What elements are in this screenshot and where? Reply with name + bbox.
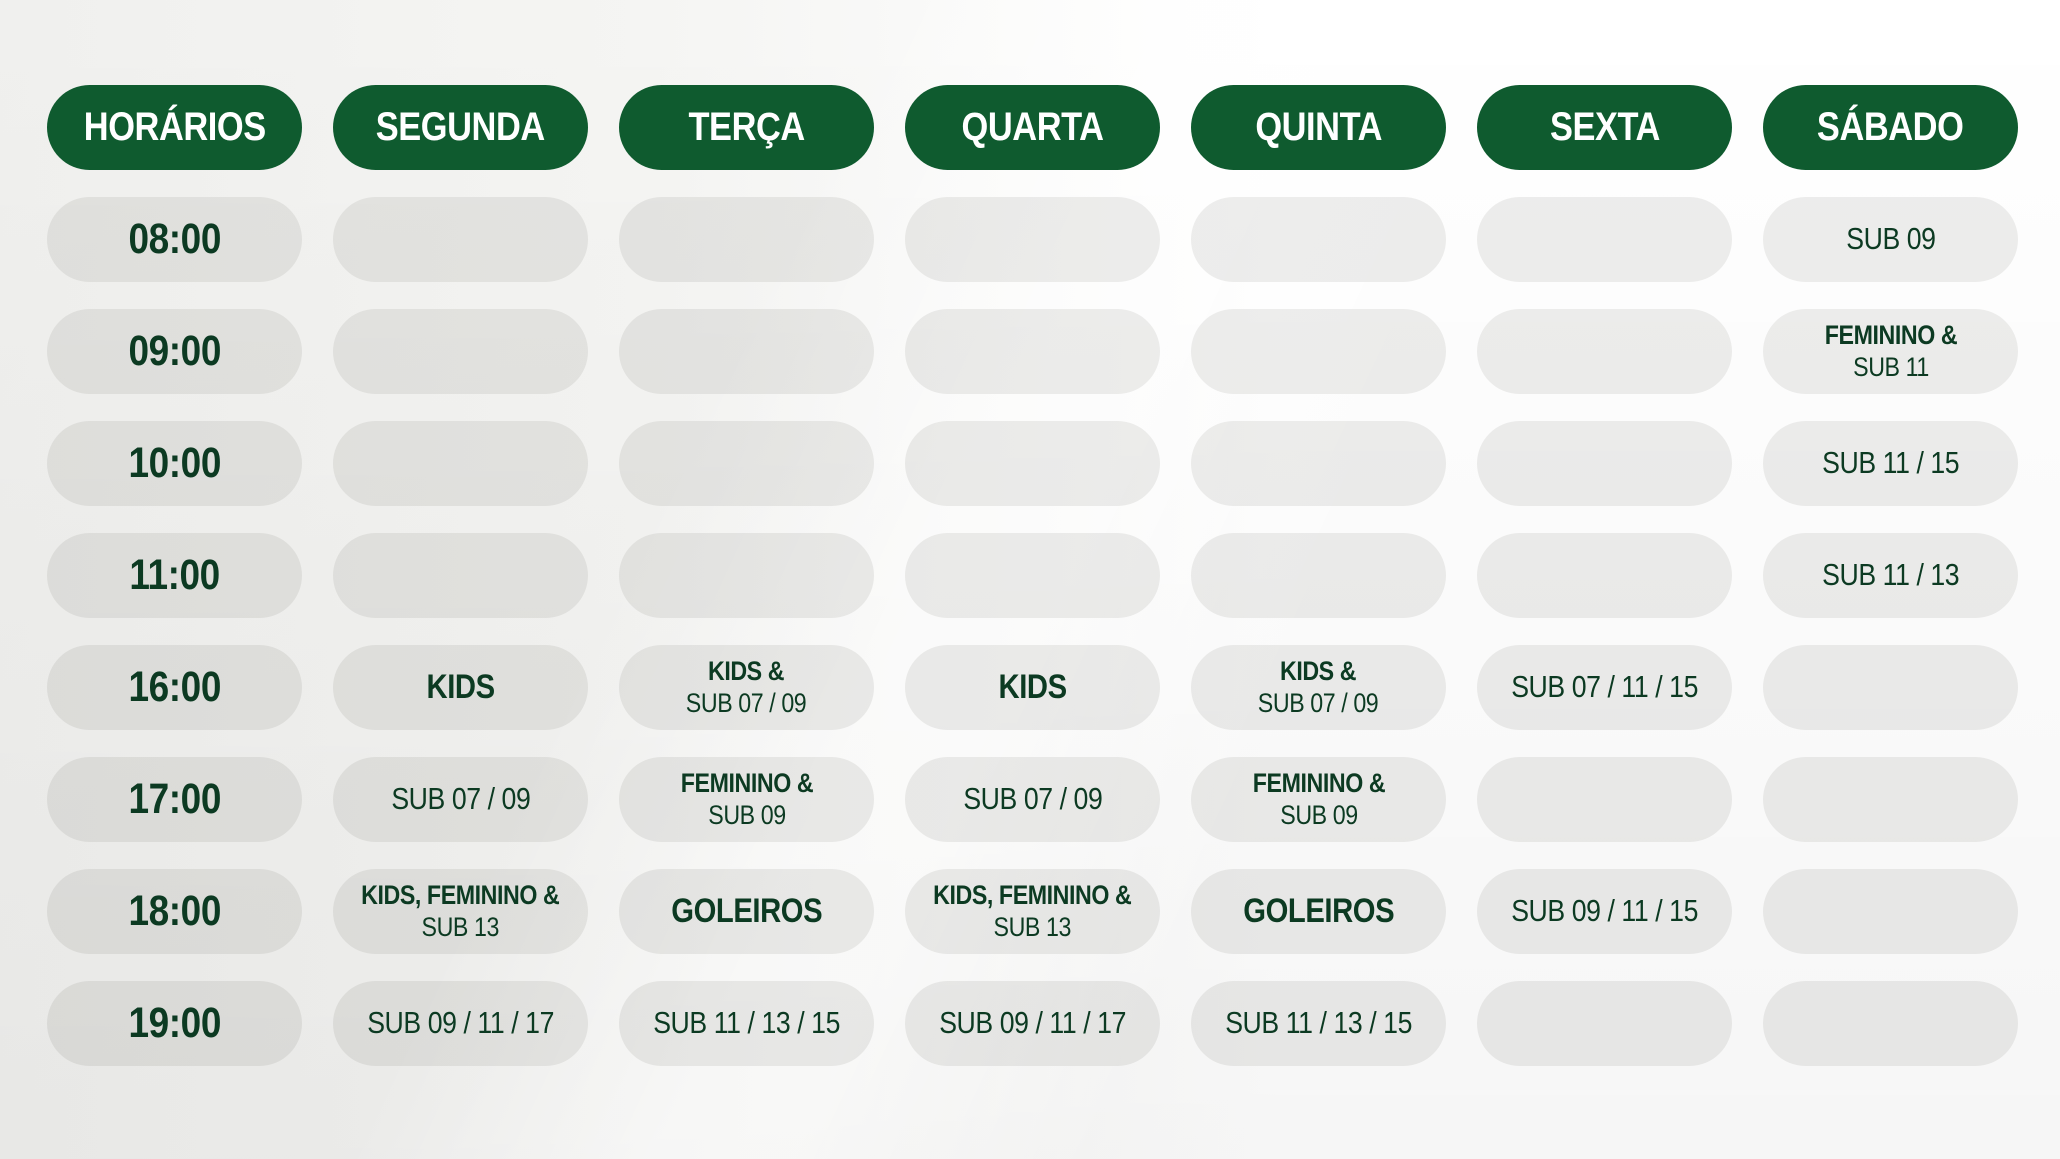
schedule-cell <box>905 421 1160 506</box>
cell-secondary-label: SUB 09 / 11 / 15 <box>1511 893 1698 929</box>
schedule-cell-text <box>367 1005 554 1041</box>
schedule-cell <box>1763 645 2018 730</box>
schedule-cell-text <box>963 781 1102 817</box>
cell-secondary-label: SUB 11 / 13 <box>1821 557 1960 593</box>
schedule-cell <box>905 309 1160 394</box>
schedule-cell <box>1763 981 2018 1066</box>
cell-secondary-label: SUB 09 <box>707 799 786 830</box>
cell-secondary-label: SUB 09 / 11 / 17 <box>367 1005 554 1041</box>
time-pill <box>47 309 302 394</box>
schedule-cell <box>619 981 874 1066</box>
time-pill <box>47 757 302 842</box>
schedule-cell <box>1477 757 1732 842</box>
time-pill <box>47 645 302 730</box>
time-label: 17:00 <box>128 775 221 823</box>
schedule-cell <box>1191 309 1446 394</box>
schedule-cell-text <box>1225 1005 1412 1041</box>
column-header-label: QUINTA <box>1255 105 1382 149</box>
time-label: 18:00 <box>128 887 221 935</box>
schedule-cell <box>1191 421 1446 506</box>
schedule-cell <box>619 421 874 506</box>
column-header-label: SEXTA <box>1549 105 1660 149</box>
schedule-cell <box>1763 869 2018 954</box>
schedule-cell <box>333 197 588 282</box>
schedule-cell-text <box>671 892 822 932</box>
schedule-cell <box>619 869 874 954</box>
schedule-cell <box>333 309 588 394</box>
schedule-cell <box>1191 869 1446 954</box>
schedule-cell <box>1477 645 1732 730</box>
schedule-cell-text <box>1511 893 1698 929</box>
cell-secondary-label: SUB 13 <box>993 911 1072 942</box>
cell-secondary-label: SUB 11 / 13 / 15 <box>653 1005 840 1041</box>
schedule-cell <box>333 757 588 842</box>
schedule-cell <box>1763 533 2018 618</box>
time-pill <box>47 421 302 506</box>
schedule-cell-text <box>1822 557 1959 593</box>
cell-secondary-label: SUB 11 / 13 / 15 <box>1225 1005 1412 1041</box>
column-header-day <box>619 85 874 170</box>
column-header-label: QUARTA <box>961 105 1104 149</box>
cell-primary-label: FEMININO & <box>1252 767 1385 798</box>
schedule-cell-text <box>998 668 1066 708</box>
schedule-cell <box>333 869 588 954</box>
schedule-cell <box>333 645 588 730</box>
time-label: 10:00 <box>128 439 221 487</box>
cell-primary-label: KIDS <box>998 667 1067 706</box>
cell-secondary-label: SUB 07 / 09 <box>1258 687 1379 718</box>
cell-secondary-label: SUB 07 / 09 <box>390 781 531 817</box>
schedule-cell <box>619 757 874 842</box>
cell-secondary-label: SUB 07 / 09 <box>686 687 807 718</box>
time-pill <box>47 869 302 954</box>
column-header-day <box>1477 85 1732 170</box>
column-header-label: SEGUNDA <box>375 105 546 149</box>
column-header-label: HORÁRIOS <box>83 105 266 149</box>
schedule-cell-text <box>686 656 806 719</box>
schedule-cell <box>619 533 874 618</box>
cell-primary-label: KIDS, FEMININO & <box>933 879 1132 910</box>
cell-secondary-label: SUB 09 <box>1279 799 1358 830</box>
time-label: 09:00 <box>128 327 221 375</box>
time-pill <box>47 197 302 282</box>
cell-secondary-label: SUB 07 / 11 / 15 <box>1511 669 1698 705</box>
schedule-cell <box>1477 421 1732 506</box>
schedule-cell-text <box>361 880 559 943</box>
column-header-day <box>1763 85 2018 170</box>
column-header-horarios <box>47 85 302 170</box>
schedule-cell <box>1763 757 2018 842</box>
schedule-cell-text <box>1258 656 1378 719</box>
time-pill <box>47 981 302 1066</box>
cell-primary-label: KIDS, FEMININO & <box>361 879 560 910</box>
time-label: 19:00 <box>128 999 221 1047</box>
schedule-cell-text <box>933 880 1131 943</box>
schedule-cell <box>905 197 1160 282</box>
schedule-cell <box>1763 197 2018 282</box>
column-header-day <box>905 85 1160 170</box>
schedule-cell <box>1477 533 1732 618</box>
cell-secondary-label: SUB 11 <box>1852 351 1929 382</box>
schedule-cell-text <box>1243 892 1394 932</box>
column-header-day <box>333 85 588 170</box>
cell-primary-label: FEMININO & <box>680 767 813 798</box>
schedule-cell <box>1191 645 1446 730</box>
schedule-cell <box>905 869 1160 954</box>
time-label: 11:00 <box>129 551 220 599</box>
cell-secondary-label: SUB 09 <box>1845 221 1936 257</box>
schedule-cell-text <box>1511 669 1698 705</box>
column-header-label: SÁBADO <box>1817 105 1964 149</box>
schedule-cell <box>333 981 588 1066</box>
schedule-cell <box>1763 309 2018 394</box>
cell-primary-label: GOLEIROS <box>1243 891 1394 930</box>
cell-secondary-label: SUB 13 <box>421 911 500 942</box>
cell-secondary-label: SUB 11 / 15 <box>1821 445 1960 481</box>
schedule-cell <box>1191 197 1446 282</box>
schedule-cell-text <box>1822 445 1959 481</box>
cell-secondary-label: SUB 07 / 09 <box>962 781 1103 817</box>
schedule-cell <box>905 757 1160 842</box>
schedule-cell <box>1477 981 1732 1066</box>
schedule-cell <box>905 645 1160 730</box>
schedule-cell-text <box>1846 221 1935 257</box>
schedule-cell <box>1191 533 1446 618</box>
column-header-day <box>1191 85 1446 170</box>
schedule-cell <box>1477 309 1732 394</box>
schedule-cell <box>619 645 874 730</box>
schedule-cell-text <box>1824 320 1956 383</box>
schedule-cell <box>619 309 874 394</box>
schedule-cell-text <box>391 781 530 817</box>
cell-primary-label: KIDS <box>426 667 495 706</box>
column-header-label: TERÇA <box>688 105 805 149</box>
schedule-cell-text <box>426 668 494 708</box>
schedule-cell <box>905 981 1160 1066</box>
time-label: 16:00 <box>128 663 221 711</box>
schedule-cell-text <box>1252 768 1384 831</box>
time-pill <box>47 533 302 618</box>
schedule-cell <box>1763 421 2018 506</box>
schedule-board <box>47 85 2018 1066</box>
schedule-cell <box>1477 869 1732 954</box>
schedule-cell <box>333 421 588 506</box>
time-label: 08:00 <box>128 215 221 263</box>
schedule-cell <box>905 533 1160 618</box>
schedule-cell <box>1477 197 1732 282</box>
schedule-cell <box>1191 757 1446 842</box>
schedule-cell <box>619 197 874 282</box>
schedule-cell-text <box>939 1005 1126 1041</box>
schedule-cell-text <box>680 768 812 831</box>
schedule-cell-text <box>653 1005 840 1041</box>
cell-primary-label: FEMININO & <box>1824 319 1957 350</box>
cell-secondary-label: SUB 09 / 11 / 17 <box>939 1005 1126 1041</box>
cell-primary-label: GOLEIROS <box>671 891 822 930</box>
cell-primary-label: KIDS & <box>1280 655 1357 686</box>
schedule-cell <box>333 533 588 618</box>
schedule-cell <box>1191 981 1446 1066</box>
cell-primary-label: KIDS & <box>708 655 785 686</box>
